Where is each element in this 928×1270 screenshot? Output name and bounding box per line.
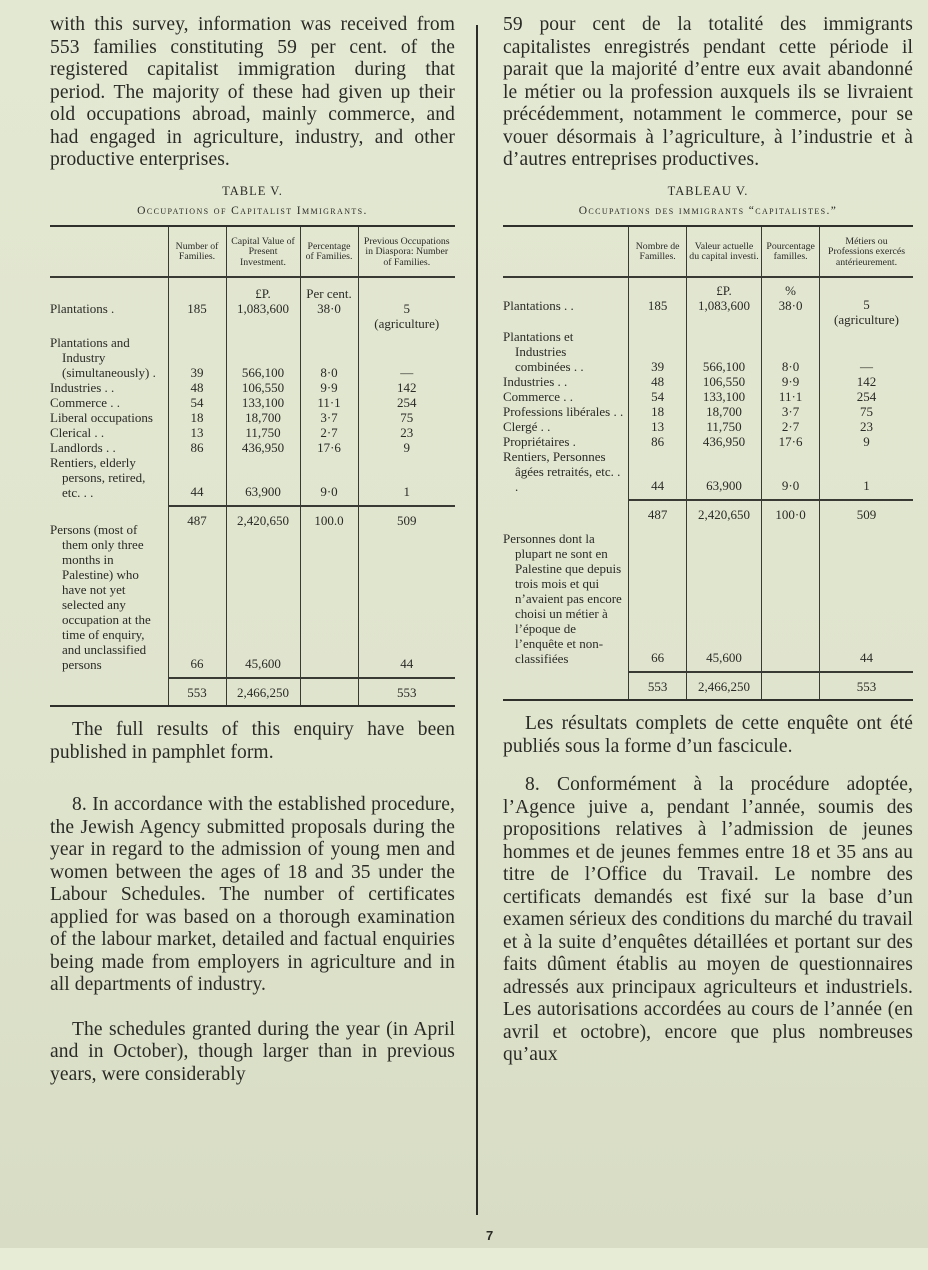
table-row <box>503 434 913 449</box>
unit-label <box>50 277 168 301</box>
row-families: 39 <box>629 329 686 374</box>
row-capital: 18,700 <box>226 410 300 425</box>
row-previous: 142 <box>820 374 913 389</box>
row-previous: 254 <box>358 395 455 410</box>
table-row <box>503 404 913 419</box>
header-families: Nombre de Familles. <box>629 226 686 278</box>
row-previous: 5 (agriculture) <box>358 301 455 335</box>
row-percentage: 2·7 <box>762 419 820 434</box>
row-previous: 9 <box>820 434 913 449</box>
row-percentage: 38·0 <box>300 301 358 335</box>
subtotal-families: 487 <box>168 506 226 528</box>
row-families: 48 <box>629 374 686 389</box>
french-occupations-table <box>503 225 913 702</box>
french-section-8-paragraph: 8. Conformément à la procédure adoptée, l’Agence juive a, pendant l’année, soumis des propositions relatives à l’admission de jeunes hommes et de jeunes femmes entre 18 et 35 ans au titre de l’Office du Travail. Le nombre des certificats demandés est fixé sur la base d’un examen sérieux des conditions du marché du travail et à la suite d’enquêtes détaillées et portant sur des faits dûment établis au moyen de questionnaires adressés aux principaux agriculteurs et industriels. Les autorisations accordées au cours de l’année (en avril et octobre), encore que plus nombreuses qu’aux <box>503 774 913 1065</box>
subtotal-row <box>50 506 455 528</box>
row-previous: — <box>820 329 913 374</box>
table-row <box>50 410 455 425</box>
total-row <box>50 678 455 706</box>
french-table-title: TABLEAU V. <box>667 183 749 198</box>
row-label: Plantations . . <box>503 298 574 313</box>
french-table-subtitle: Occupations des immigrants “capitalistes.” <box>578 204 838 217</box>
total-capital: 2,466,250 <box>226 678 300 706</box>
row-percentage: 9·0 <box>762 449 820 500</box>
row-families: 86 <box>629 434 686 449</box>
total-percentage <box>300 678 358 706</box>
row-percentage: 2·7 <box>300 425 358 440</box>
total-row <box>503 672 913 700</box>
row-families: 13 <box>629 419 686 434</box>
row-previous: 1 <box>820 449 913 500</box>
unclassified-previous: 44 <box>358 528 455 678</box>
table-row <box>503 374 913 389</box>
row-capital: 106,550 <box>226 380 300 395</box>
french-after-table-paragraph: Les résultats complets de cette enquête ont été publiés sous la forme d’un fascicule. <box>503 713 913 757</box>
row-capital: 436,950 <box>226 440 300 455</box>
row-previous: 23 <box>820 419 913 434</box>
row-label: Clergé . . <box>503 419 551 434</box>
row-label: Plantations and Industry (simultaneously) . <box>50 335 156 380</box>
unclassified-families: 66 <box>168 528 226 678</box>
row-families: 185 <box>168 301 226 335</box>
unclassified-percentage <box>762 522 820 672</box>
table-header-row <box>50 226 455 278</box>
english-intro-paragraph: with this survey, information was received from 553 families constituting 59 per cent. of the registered capitalist immigration during that period. The majority of these had given up their old occupations abroad, mainly commerce, and had engaged in agriculture, industry, and other productive enterprises. <box>50 14 455 170</box>
row-percentage: 8·0 <box>300 335 358 380</box>
english-schedules-paragraph: The schedules granted during the year (in April and in October), though larger than in previous years, were considerably <box>50 1018 455 1085</box>
row-percentage: 9·9 <box>300 380 358 395</box>
row-percentage: 3·7 <box>762 404 820 419</box>
subtotal-previous: 509 <box>820 500 913 522</box>
header-percentage: Pourcentage familles. <box>762 226 820 278</box>
english-section-8-paragraph: 8. In accordance with the established procedure, the Jewish Agency submitted proposals during the year in regard to the admission of young men and women between the ages of 18 and 35 under the Labour Schedules. The number of certificates applied for was based on a thorough examination of the labour market, detailed and factual enquiries being made from employers in agriculture and in all departments of industry. <box>50 794 455 995</box>
row-label: Industries . . <box>503 374 568 389</box>
row-percentage: 9·0 <box>300 455 358 506</box>
unclassified-percentage <box>300 528 358 678</box>
row-capital: 63,900 <box>686 449 761 500</box>
unclassified-label: Persons (most of them only three months in Palestine) who have not yet selected any occupation at the time of enquiry, and unclassified persons <box>50 522 151 672</box>
table-row <box>503 389 913 404</box>
table-row <box>50 440 455 455</box>
total-families: 553 <box>168 678 226 706</box>
table-row <box>503 329 913 374</box>
header-previous: Métiers ou Professions exercés antérieurement. <box>820 226 913 278</box>
total-previous: 553 <box>358 678 455 706</box>
row-percentage: 8·0 <box>762 329 820 374</box>
row-previous: — <box>358 335 455 380</box>
subtotal-capital: 2,420,650 <box>226 506 300 528</box>
row-capital: 566,100 <box>686 329 761 374</box>
row-families: 44 <box>629 449 686 500</box>
unclassified-capital: 45,600 <box>226 528 300 678</box>
unclassified-capital: 45,600 <box>686 522 761 672</box>
unit-capital: £P. <box>226 277 300 301</box>
row-percentage: 9·9 <box>762 374 820 389</box>
row-families: 18 <box>168 410 226 425</box>
row-label: Commerce . . <box>50 395 121 410</box>
row-families: 185 <box>629 277 686 329</box>
unit-capital: £P. <box>716 283 732 298</box>
table-header-row <box>503 226 913 278</box>
table-row <box>50 380 455 395</box>
table-row <box>50 425 455 440</box>
unit-percentage: Per cent. <box>300 277 358 301</box>
row-capital: 11,750 <box>226 425 300 440</box>
column-divider <box>476 25 478 1215</box>
row-families: 48 <box>168 380 226 395</box>
row-percentage: 3·7 <box>300 410 358 425</box>
row-label: Rentiers, elderly persons, retired, etc. . . <box>50 455 146 500</box>
row-families: 54 <box>629 389 686 404</box>
french-intro-paragraph: 59 pour cent de la totalité des immigrants capitalistes enregistrés pendant cette période il parait que la majorité d’entre eux avait abandonné le métier ou la profession auxquels ils se livraient précédemment, notamment le commerce, pour se vouer désormais à l’agriculture, à l’industrie et à d’autres entreprises productives. <box>503 14 913 170</box>
table-row <box>50 455 455 506</box>
row-capital: 133,100 <box>226 395 300 410</box>
row-capital: 133,100 <box>686 389 761 404</box>
row-percentage: 11·1 <box>762 389 820 404</box>
row-label: Propriétaires . <box>503 434 576 449</box>
row-label: Industries . . <box>50 380 115 395</box>
row-families: 39 <box>168 335 226 380</box>
total-previous: 553 <box>820 672 913 700</box>
subtotal-percentage: 100·0 <box>762 500 820 522</box>
row-previous: 5 (agriculture) <box>820 277 913 329</box>
bottom-margin-strip <box>0 1248 928 1270</box>
page-number: 7 <box>486 1228 494 1243</box>
row-families: 44 <box>168 455 226 506</box>
row-percentage: 11·1 <box>300 395 358 410</box>
row-percentage: 17·6 <box>762 434 820 449</box>
row-label: Plantations et Industries combinées . . <box>503 329 584 374</box>
unclassified-previous: 44 <box>820 522 913 672</box>
total-families: 553 <box>629 672 686 700</box>
row-capital: 1,083,600 <box>226 301 300 335</box>
row-families: 86 <box>168 440 226 455</box>
row-capital: 106,550 <box>686 374 761 389</box>
english-occupations-table <box>50 225 455 708</box>
row-previous: 9 <box>358 440 455 455</box>
french-column <box>503 14 913 1067</box>
total-percentage <box>762 672 820 700</box>
english-after-table-paragraph: The full results of this enquiry have been published in pamphlet form. <box>50 719 455 763</box>
header-capital: Valeur actuelle du capital investi. <box>686 226 761 278</box>
english-table-title: TABLE V. <box>222 183 283 198</box>
row-label: Liberal occupations <box>50 410 153 425</box>
header-capital: Capital Value of Present Investment. <box>226 226 300 278</box>
unit-previous <box>358 277 455 301</box>
total-capital: 2,466,250 <box>686 672 761 700</box>
subtotal-capital: 2,420,650 <box>686 500 761 522</box>
table-row <box>503 419 913 434</box>
row-previous: 254 <box>820 389 913 404</box>
subtotal-percentage: 100.0 <box>300 506 358 528</box>
subtotal-row <box>503 500 913 522</box>
english-column <box>50 14 455 1086</box>
row-previous: 23 <box>358 425 455 440</box>
row-capital: 63,900 <box>226 455 300 506</box>
table-row <box>50 301 455 335</box>
header-families: Number of Families. <box>168 226 226 278</box>
row-families: 54 <box>168 395 226 410</box>
unit-families <box>168 277 226 301</box>
header-label <box>50 226 168 278</box>
subtotal-families: 487 <box>629 500 686 522</box>
row-previous: 75 <box>358 410 455 425</box>
header-previous: Previous Occupations in Diaspora: Number of Families. <box>358 226 455 278</box>
row-capital: 1,083,600 <box>697 298 750 313</box>
table-row <box>50 335 455 380</box>
row-previous: 142 <box>358 380 455 395</box>
row-label: Professions libérales . . <box>503 404 624 419</box>
row-previous: 1 <box>358 455 455 506</box>
row-label: Commerce . . <box>503 389 574 404</box>
units-row <box>50 277 455 301</box>
row-families: 18 <box>629 404 686 419</box>
subtotal-previous: 509 <box>358 506 455 528</box>
row-label: Rentiers, Personnes âgées retraités, etc. . . <box>503 449 621 494</box>
row-percentage: 17·6 <box>300 440 358 455</box>
table-row <box>50 395 455 410</box>
row-capital: 11,750 <box>686 419 761 434</box>
row-families: 13 <box>168 425 226 440</box>
english-table-subtitle: Occupations of Capitalist Immigrants. <box>137 204 368 217</box>
row-percentage: 38·0 <box>778 298 803 313</box>
row-label: Clerical . . <box>50 425 105 440</box>
row-capital: 566,100 <box>226 335 300 380</box>
table-row <box>503 449 913 500</box>
row-capital: 18,700 <box>686 404 761 419</box>
unclassified-families: 66 <box>629 522 686 672</box>
table-row <box>503 277 913 329</box>
row-capital: 436,950 <box>686 434 761 449</box>
header-percentage: Percentage of Families. <box>300 226 358 278</box>
row-label: Landlords . . <box>50 440 116 455</box>
unit-percentage: % <box>785 283 797 298</box>
row-previous: 75 <box>820 404 913 419</box>
unclassified-label: Personnes dont la plupart ne sont en Palestine que depuis trois mois et qui n’avaient pas encore choisi un métier à l’époque de l’enquête et non-classifiées <box>503 531 622 666</box>
header-label <box>503 226 629 278</box>
row-label: Plantations . <box>50 301 115 316</box>
